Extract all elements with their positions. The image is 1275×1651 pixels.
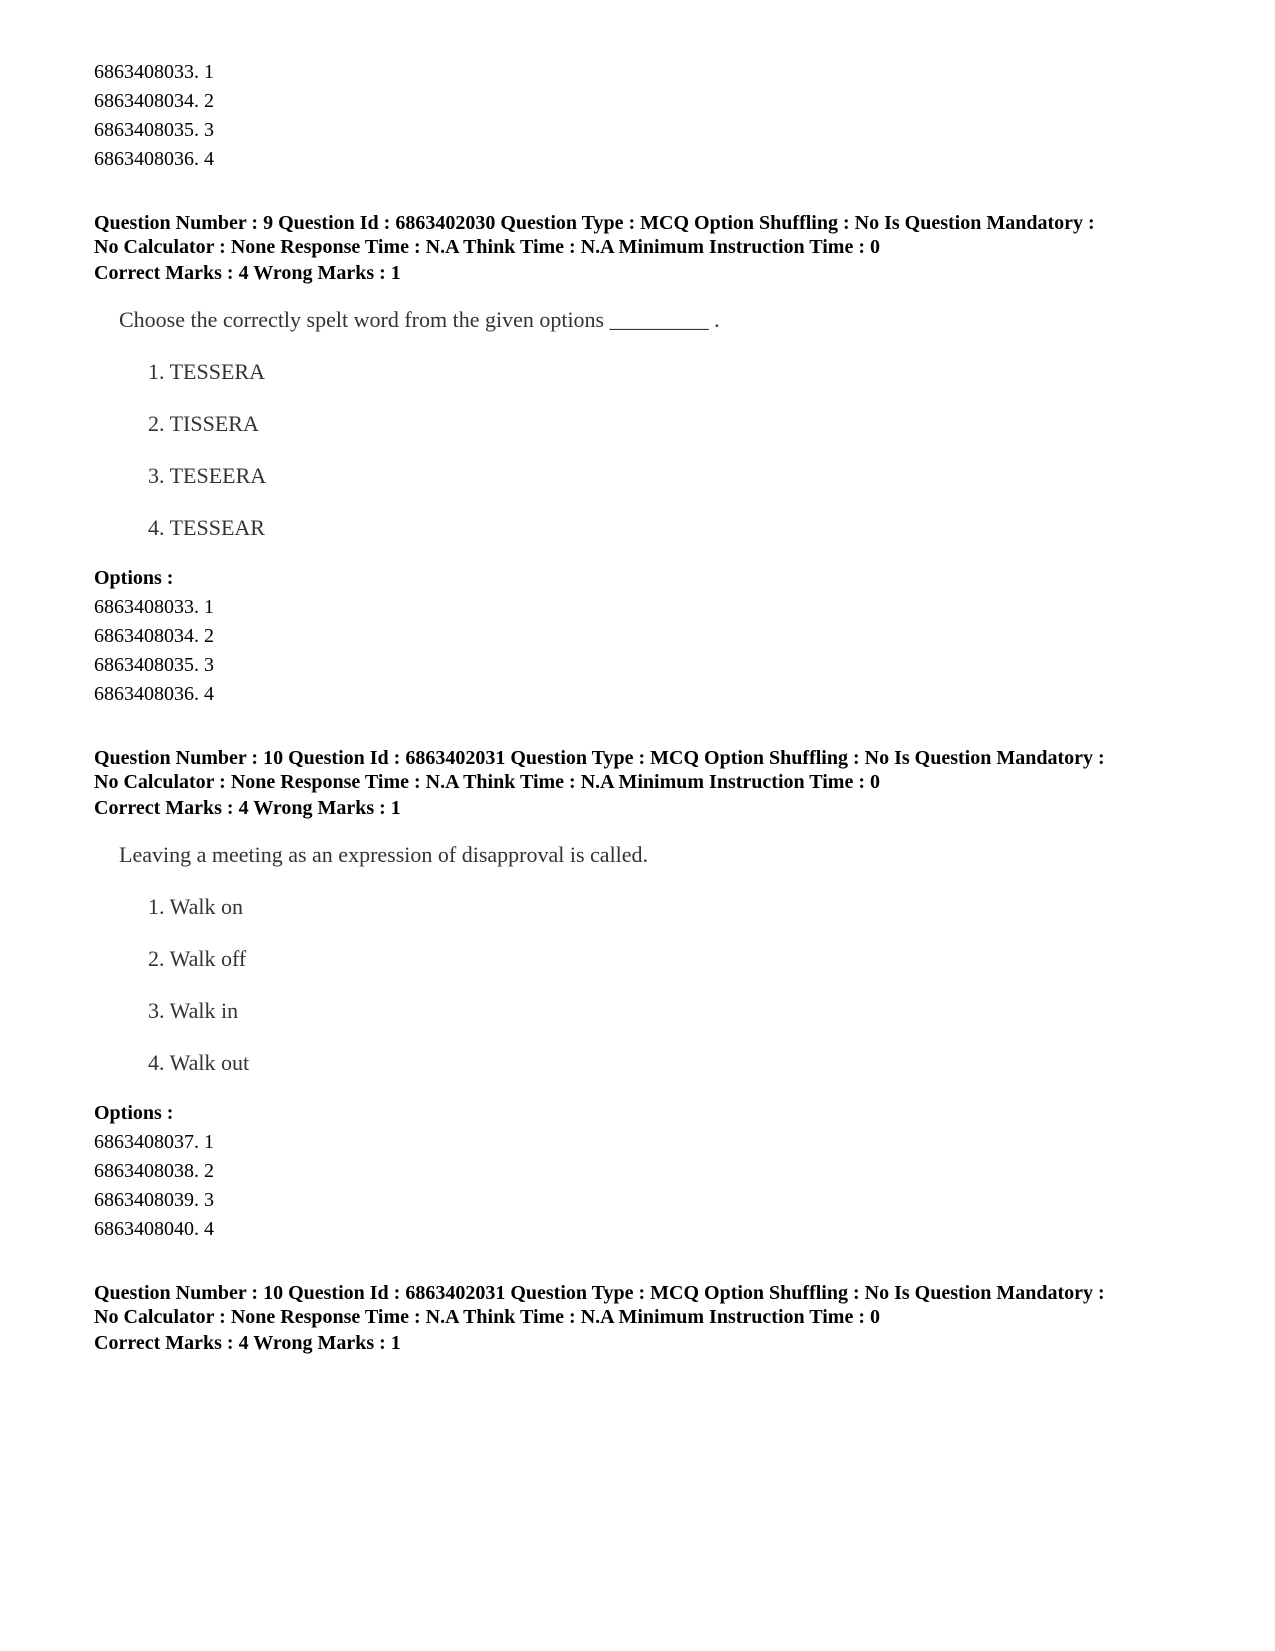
- answer-choice: 3. TESEERA: [148, 463, 267, 488]
- question-stem: Choose the correctly spelt word from the given options _________ .: [119, 307, 720, 332]
- question-block-10: [94, 746, 1214, 1244]
- question-stem: Leaving a meeting as an expression of disapproval is called.: [119, 842, 649, 867]
- answer-choice: 4. Walk out: [148, 1050, 250, 1075]
- question-image: [94, 306, 1214, 542]
- question-header: [94, 1281, 1214, 1329]
- option-id-line: 6863408033. 1: [94, 596, 214, 618]
- answer-choice: 4. TESSEAR: [148, 515, 265, 540]
- answer-choice: 2. TISSERA: [148, 411, 259, 436]
- question-header-line: Question Number : 10 Question Id : 6863402031 Question Type : MCQ Option Shuffling : No Is Question Mandatory :: [94, 747, 1105, 769]
- options-heading: Options :: [94, 567, 174, 589]
- answer-choice: 1. TESSERA: [148, 359, 265, 384]
- question-image: [94, 841, 1214, 1077]
- question-block-9: [94, 211, 1214, 709]
- marks-line: Correct Marks : 4 Wrong Marks : 1: [94, 262, 401, 284]
- option-id-line: 6863408034. 2: [94, 625, 214, 647]
- option-id-line: 6863408037. 1: [94, 1131, 214, 1153]
- marks-line: Correct Marks : 4 Wrong Marks : 1: [94, 1332, 401, 1354]
- document-page: [94, 58, 1214, 1358]
- options-heading: Options :: [94, 1102, 174, 1124]
- question-header-line: Question Number : 9 Question Id : 6863402030 Question Type : MCQ Option Shuffling : No Is Question Mandatory :: [94, 212, 1095, 234]
- question-header: [94, 211, 1214, 259]
- option-id-line: 6863408033. 1: [94, 61, 214, 83]
- marks-line: Correct Marks : 4 Wrong Marks : 1: [94, 797, 401, 819]
- answer-choice: 3. Walk in: [148, 998, 239, 1023]
- option-id-line: 6863408038. 2: [94, 1160, 214, 1182]
- answer-choice: 2. Walk off: [148, 946, 247, 971]
- question-header-line: No Calculator : None Response Time : N.A Think Time : N.A Minimum Instruction Time : 0: [94, 771, 880, 793]
- question-header: [94, 746, 1214, 794]
- option-id-line: 6863408036. 4: [94, 683, 214, 705]
- option-id-line: 6863408035. 3: [94, 654, 214, 676]
- question-header-line: No Calculator : None Response Time : N.A Think Time : N.A Minimum Instruction Time : 0: [94, 1306, 880, 1328]
- options-list: [94, 1128, 1214, 1244]
- option-id-line: 6863408034. 2: [94, 90, 214, 112]
- option-id-line: 6863408039. 3: [94, 1189, 214, 1211]
- question-block-10-repeat: [94, 1281, 1214, 1358]
- question-header-line: Question Number : 10 Question Id : 6863402031 Question Type : MCQ Option Shuffling : No Is Question Mandatory :: [94, 1282, 1105, 1304]
- previous-options-list: [94, 58, 1214, 174]
- options-list: [94, 593, 1214, 709]
- question-header-line: No Calculator : None Response Time : N.A Think Time : N.A Minimum Instruction Time : 0: [94, 236, 880, 258]
- option-id-line: 6863408036. 4: [94, 148, 214, 170]
- option-id-line: 6863408035. 3: [94, 119, 214, 141]
- option-id-line: 6863408040. 4: [94, 1218, 214, 1240]
- answer-choice: 1. Walk on: [148, 894, 243, 919]
